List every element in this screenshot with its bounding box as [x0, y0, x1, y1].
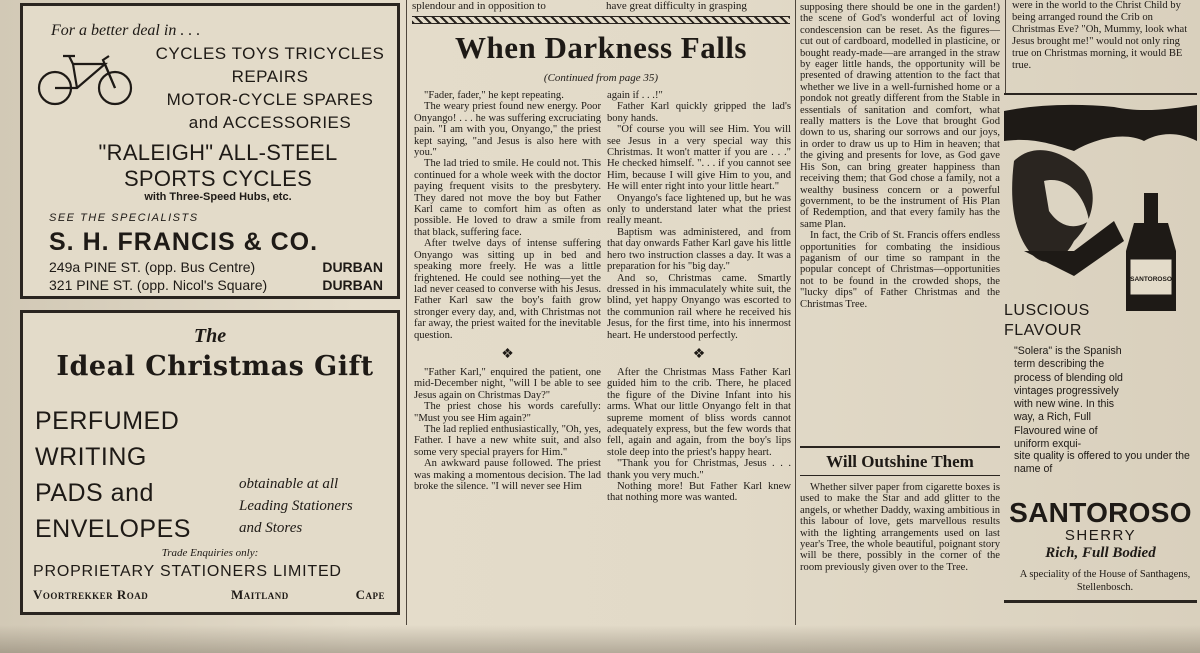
paragraph: Father Karl quickly gripped the lad's bony hands.	[607, 101, 791, 124]
address-city: DURBAN	[322, 277, 383, 293]
product-list	[145, 42, 395, 134]
address-line	[49, 277, 397, 293]
product-list	[35, 403, 191, 547]
article-column-3-continued	[800, 482, 1000, 573]
page-edge-shadow	[0, 625, 1200, 653]
bicycle-icon	[35, 48, 135, 108]
obtainable-note	[239, 473, 353, 539]
column-rule	[406, 0, 407, 625]
brand-line: "RALEIGH" ALL-STEEL	[98, 140, 338, 165]
company-name: PROPRIETARY STATIONERS LIMITED	[33, 563, 342, 580]
column-rule	[1005, 0, 1006, 95]
brand-line: SPORTS CYCLES	[123, 166, 313, 191]
headline-border	[412, 16, 790, 24]
product-type: SHERRY	[1064, 527, 1137, 544]
firm-name: S. H. FRANCIS & CO.	[49, 228, 319, 256]
cycles-advertisement	[20, 3, 400, 299]
address-street: 321 PINE ST. (opp. Nicol's Square)	[49, 277, 268, 293]
paragraph: "Thank you for Christmas, Jesus . . . thank you very much."	[607, 458, 791, 481]
ad-headline	[1004, 301, 1090, 341]
address-town: Maitland	[231, 587, 289, 602]
paragraph: After the Christmas Mass Father Karl guided him to the crib. There, he placed the figure of the Divine Infant into his arms. What our little Onyango felt in that supreme moment of bliss words cannot adequately express, but the few words that fell, again and again, from the boy's lips stole deep into the priest's happy heart.	[607, 366, 791, 458]
obtainable-line: obtainable at all	[239, 476, 339, 492]
article-headline: When Darkness Falls	[455, 30, 747, 65]
ad-body: "Solera" is the Spanish term describing the process of blending old vintages progressively with new wine. In this way, a Rich, Full Flavoured wine of uniform exqui-	[1014, 345, 1123, 451]
article-column-1	[414, 90, 601, 492]
product-tagline: Rich, Full Bodied	[1045, 545, 1156, 561]
paragraph: Nothing more! But Father Karl knew that nothing more was wanted.	[607, 481, 791, 504]
address-city: DURBAN	[322, 259, 383, 275]
brand-name: SANTOROSO	[1009, 497, 1192, 528]
obtainable-line: Leading Stationers	[239, 498, 353, 514]
paragraph: The priest chose his words carefully: "Must you see Him again?"	[414, 401, 601, 424]
bottle-label: SANTOROSO	[1130, 276, 1172, 283]
ad-tagline: For a better deal in . . .	[51, 22, 201, 39]
paragraph: Whether silver paper from cigarette boxes is used to make the Star and add glitter to the angels, or whether Daddy, waxing ambitious in this labour of love, gets marvellous results with the lighting arrangements used on last year's Tree, the whole beautiful, poignant story will be there, possibly in the corner of the room previously given over to the Tree.	[800, 482, 1000, 573]
hubs-note: with Three-Speed Hubs, etc.	[144, 191, 292, 203]
ad-the: The	[193, 325, 227, 347]
article-top-line: have great difficulty in grasping	[606, 0, 747, 12]
paragraph: The weary priest found new energy. Poor Onyango! . . . he was suffering excruciating pain. "I am with you, Onyango," the priest kept saying, "and Jesus is also here with you."	[414, 101, 601, 159]
product-line: and ACCESSORIES	[188, 113, 352, 132]
paragraph: In fact, the Crib of St. Francis offers endless opportunities for combating the insidious paganism of our time so rampant in the popular concept of Christmas—opportunities not to be found in the crowded shops, the "lucky dips" of Father Christmas and the Christmas Tree.	[800, 230, 1000, 310]
headline-line: FLAVOUR	[1004, 322, 1082, 339]
continued-note: (Continued from page 35)	[543, 72, 659, 84]
ad-bottom-rule	[1004, 600, 1197, 603]
ad-headline: Ideal Christmas Gift	[56, 351, 374, 382]
product-line: PADS and	[35, 479, 154, 507]
paragraph: again if . . .!"	[607, 90, 663, 101]
paragraph: After twelve days of intense suffering Onyango was sitting up in bed and speaking more freely. He was a little frightened. He could see nothing—yet the lad never ceased to converse with his Jesus. Father Karl saw the boy's faith grow stronger every day, and, with Christmas not far away, the priest waited for the inevitable question.	[414, 238, 601, 341]
paragraph: An awkward pause followed. The priest was making a momentous decision. The lad broke the silence. "I will never see Him	[414, 458, 601, 492]
paragraph: supposing there should be one in the garden!) the scene of God's wonderful act of loving condescension can be reset. As the figures—cut out of cardboard, modelled in plasticine, or bought ready-made—are arranged in the straw by eager little hands, the opportunity will be presented of drawing attention to the fact that whether we live in a well-furnished home or a pondok not greatly different from the Stable in essentials of sanitation and comfort, what really matters is the Love that brought God down to us, sharing our sorrows and our joys, in order to draw us up to Him in heaven; that the giving and presents for love, as God gave His Son, can bring greater happiness than receiving them; that God chose a family, not a wealthy business concern or a powerful government, to be the instrument of His Plan of Redemption, and that every family has the same Plan.	[800, 2, 1000, 230]
product-line: MOTOR-CYCLE SPARES	[166, 90, 374, 109]
article-subheading: Will Outshine Them	[800, 446, 1000, 476]
ad-body: site quality is offered to you under the name of	[1014, 450, 1190, 476]
sherry-bottle-icon	[1004, 101, 1197, 311]
article-column-3	[800, 2, 1000, 310]
headline-line: LUSCIOUS	[1004, 302, 1090, 319]
product-line: ENVELOPES	[35, 515, 191, 543]
paragraph: The lad tried to smile. He could not. This continued for a whole week with the doctor paying frequent visits to the presbytery. They dared not move the boy but Father Karl came to comfort him as often as possible. He loved to draw a smile from that black, suffering face.	[414, 158, 601, 238]
trade-enquiries: Trade Enquiries only:	[161, 547, 259, 559]
paragraph: And so, Christmas came. Smartly dressed in his immaculately white suit, the blind, yet happy Onyango was escorted to the communion rail where he received his Jesus, for the first time, into his innermost heart. He understood perfectly.	[607, 272, 791, 341]
product-line: PERFUMED	[35, 407, 180, 435]
obtainable-line: and Stores	[239, 520, 303, 536]
paragraph: "Father Karl," enquired the patient, one mid-December night, "will I be able to see Jesus again on Christmas Day?"	[414, 366, 601, 401]
article-top-line: splendour and in opposition to	[412, 0, 546, 12]
section-ornament: ❖	[692, 346, 706, 362]
paragraph: "Of course you will see Him. You will see Jesus in a very special way this Christmas. It won't matter if you are . . ." He checked himself. ". . . if you cannot see Him, because I will give Him to you, and He will enter right into your little heart."	[607, 124, 791, 193]
see-specialists: SEE THE SPECIALISTS	[49, 212, 199, 224]
article-column-2	[607, 90, 791, 504]
paragraph: "Fader, fader," he kept repeating.	[424, 90, 564, 101]
paragraph: Baptism was administered, and from that day onwards Father Karl gave his little hero two instruction classes a day. It was a preparation for his "big day."	[607, 226, 791, 273]
product-line: REPAIRS	[231, 67, 309, 86]
paragraph: The lad replied enthusiastically, "Oh, yes, Father. I have a new white suit, and also some very special prayers for Him."	[414, 423, 601, 458]
stationery-advertisement	[20, 310, 400, 615]
address-province: Cape	[355, 587, 385, 602]
product-line: CYCLES TOYS TRICYCLES	[155, 44, 385, 63]
address-street: 249a PINE ST. (opp. Bus Centre)	[49, 259, 256, 275]
speciality-note: A speciality of the House of Santhagens, Stellenbosch.	[1019, 569, 1191, 593]
section-ornament: ❖	[501, 346, 514, 362]
column-rule	[795, 0, 796, 625]
product-line: WRITING	[35, 443, 147, 471]
paragraph: Onyango's face lightened up, but he was only to understand later what the priest really meant.	[607, 192, 791, 227]
right-column-text: were in the world to the Christ Child by being arranged round the Crib on Christmas Eve? "Oh, Mummy, look what Jesus brought me!" would not only ring true on Christmas morning, it would BE true.	[1012, 0, 1188, 71]
address-line	[49, 259, 397, 275]
sherry-advertisement	[1004, 93, 1197, 608]
brand-block	[63, 140, 373, 192]
address-road: Voortrekker Road	[33, 587, 149, 602]
